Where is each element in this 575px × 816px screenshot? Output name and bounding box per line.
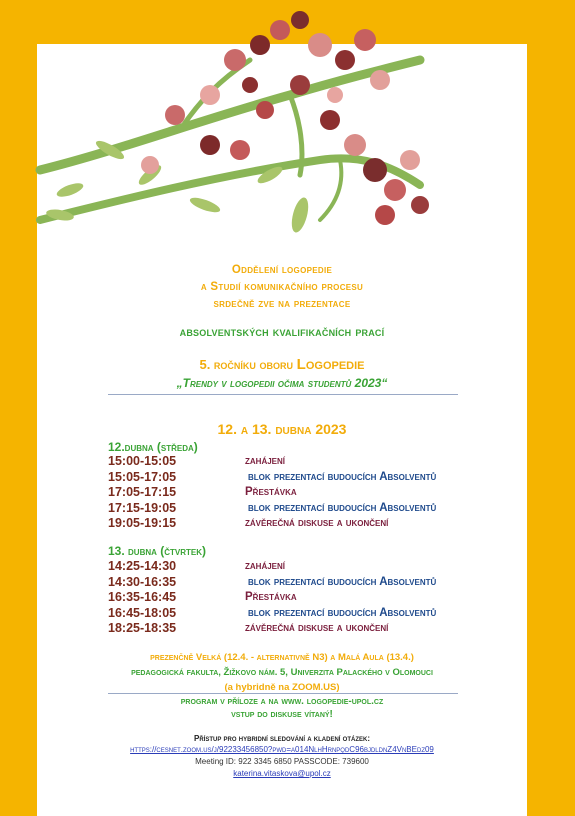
schedule-activity: Přestávka xyxy=(245,591,297,603)
venue-line-1: prezenčně Velká (12.4. - alternativně N3) a Malá Aula (13.4.) xyxy=(150,652,414,663)
schedule-activity: závěrečná diskuse a ukončení xyxy=(245,517,389,529)
venue-divider xyxy=(108,693,458,694)
program-line-1: program v příloze a na www. logopedie-upol.cz xyxy=(180,696,384,707)
header-line-5-prefix: 5. ročníku oboru xyxy=(199,357,294,372)
schedule-activity: blok prezentací budoucích Absolventů xyxy=(248,606,437,619)
title-divider xyxy=(108,394,458,395)
schedule-time: 14:30-16:35 xyxy=(108,574,177,589)
event-title: „Trendy v logopedii očima studentů 2023“ xyxy=(176,376,388,390)
dates-title: 12. a 13. dubna 2023 xyxy=(217,421,347,437)
field-of-study: Logopedie xyxy=(296,356,365,373)
day2-label: 13. dubna (čtvrtek) xyxy=(108,544,207,558)
header-line-1: Oddělení logopedie xyxy=(231,264,333,276)
header-line-2: a Studií komunikačního procesu xyxy=(200,281,364,293)
schedule-time: 16:35-16:45 xyxy=(108,590,177,604)
schedule-time: 15:05-17:05 xyxy=(108,469,177,484)
zoom-link-wrap xyxy=(37,745,527,754)
venue-line-2: pedagogická fakulta, Žižkovo nám. 5, Univerzita Palackého v Olomouci xyxy=(131,667,433,678)
schedule-time: 16:45-18:05 xyxy=(108,605,177,620)
zoom-link[interactable]: https://cesnet.zoom.us/j/92233456850?pwd=a014NlhHrnpqdC96bjdldnZ4VnBEdz09 xyxy=(130,745,434,754)
header-line-3: srdečně zve na prezentace xyxy=(213,298,351,310)
header-line-4: absolventských kvalifikačních prací xyxy=(179,324,385,339)
schedule-time: 17:15-19:05 xyxy=(108,500,177,515)
email-wrap xyxy=(37,769,527,778)
schedule-activity: blok prezentací budoucích Absolventů xyxy=(248,470,437,483)
footer-title: Přístup pro hybridní sledování a kladení otázek: xyxy=(193,734,370,743)
schedule-activity: zahájení xyxy=(245,455,286,467)
schedule-time: 19:05-19:15 xyxy=(108,516,177,530)
schedule-time: 14:25-14:30 xyxy=(108,559,177,573)
schedule-time: 15:00-15:05 xyxy=(108,454,177,468)
email-link[interactable]: katerina.vitaskova@upol.cz xyxy=(233,769,331,778)
schedule-time: 17:05-17:15 xyxy=(108,485,177,499)
header-line-5 xyxy=(37,356,527,373)
schedule-time: 18:25-18:35 xyxy=(108,621,177,635)
program-line-2: vstup do diskuse vítaný! xyxy=(231,709,333,720)
day1-label: 12.dubna (středa) xyxy=(108,440,198,454)
schedule-activity: blok prezentací budoucích Absolventů xyxy=(248,501,437,514)
meeting-info: Meeting ID: 922 3345 6850 PASSCODE: 739600 xyxy=(195,757,369,766)
flowering-branch-illustration xyxy=(0,0,575,240)
schedule-activity: Přestávka xyxy=(245,486,297,498)
schedule-activity: blok prezentací budoucích Absolventů xyxy=(248,575,437,588)
schedule-activity: zahájení xyxy=(245,560,286,572)
venue-line-3: (a hybridně na ZOOM.US) xyxy=(224,682,340,693)
schedule-activity: závěrečná diskuse a ukončení xyxy=(245,622,389,634)
